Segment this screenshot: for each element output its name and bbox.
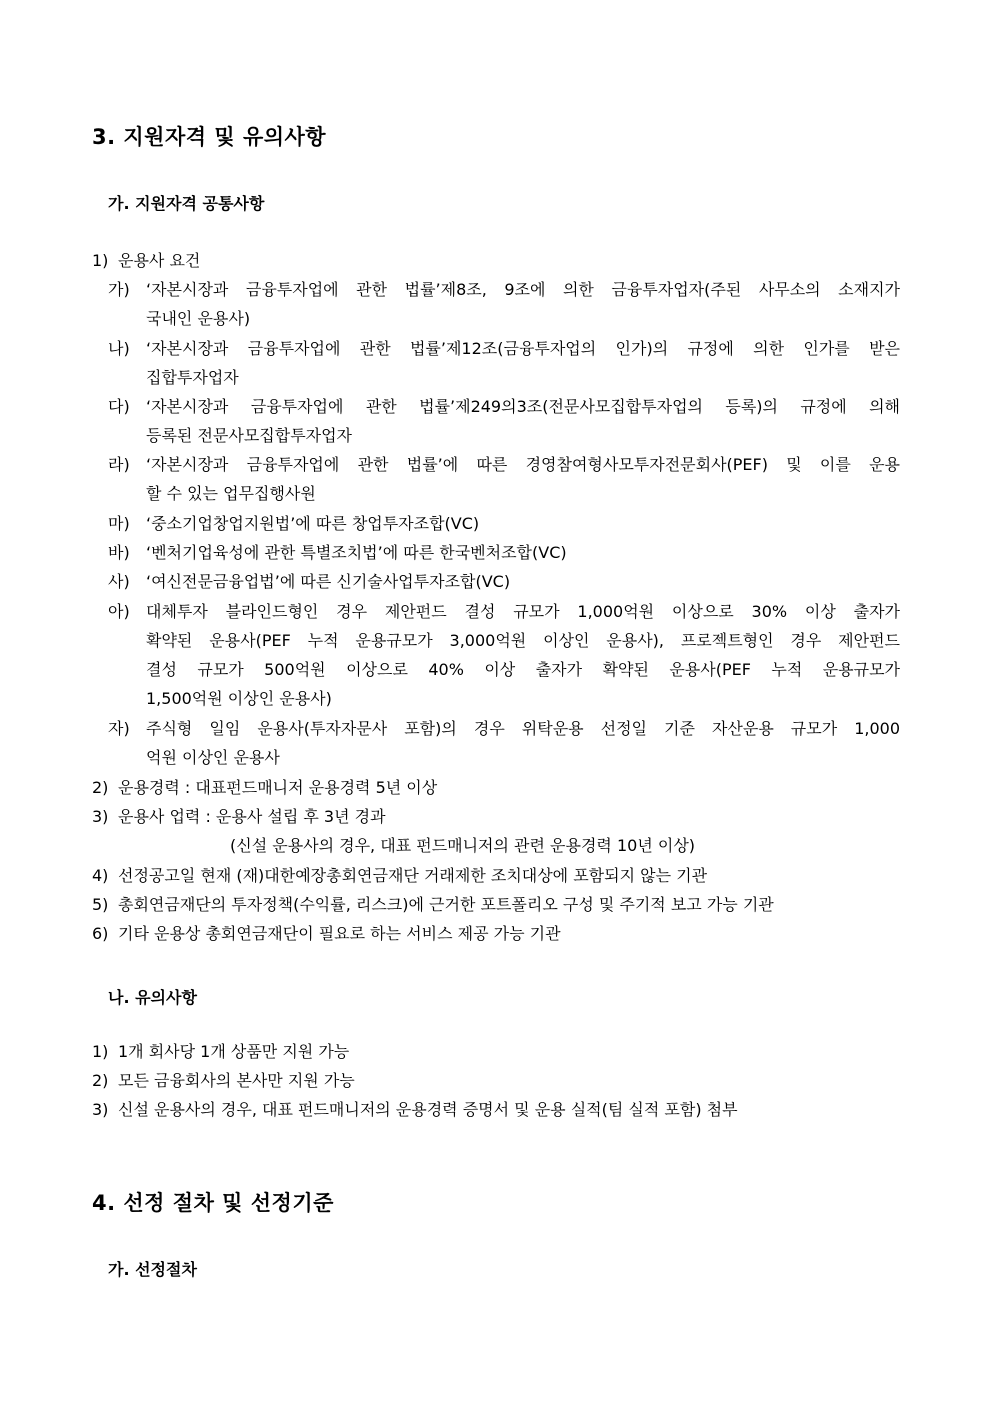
- sub-item-text: 대체투자 블라인드형인 경우 제안펀드 결성 규모가 1,000억원 이상으로 30% 이상 출자가: [146, 602, 900, 621]
- item-number: 5): [92, 895, 109, 914]
- section-4-title: 4. 선정 절차 및 선정기준: [92, 1191, 334, 1215]
- sub-item-text: 주식형 일임 운용사(투자자문사 포함)의 경우 위탁운용 선정일 기준 자산운용 규모가 1,000: [146, 719, 900, 738]
- item-text: 선정공고일 현재 (재)대한예장총회연금재단 거래제한 조치대상에 포함되지 않는 기관: [118, 866, 708, 885]
- sub-item-text: 억원 이상인 운용사: [146, 748, 280, 767]
- item-number: 2): [92, 1071, 109, 1090]
- item-text: 총회연금재단의 투자정책(수익률, 리스크)에 근거한 포트폴리오 구성 및 주기적 보고 가능 기관: [118, 895, 774, 914]
- sub-item-mark: 다): [108, 397, 130, 416]
- item-number: 2): [92, 778, 109, 797]
- item-text: 운용경력 : 대표펀드매니저 운용경력 5년 이상: [118, 778, 438, 797]
- sub-item-mark: 사): [108, 572, 130, 591]
- sub-item-text: ‘자본시장과 금융투자업에 관한 법률’에 따른 경영참여형사모투자전문회사(PEF) 및 이를 운용: [146, 455, 900, 474]
- item-number: 3): [92, 807, 109, 826]
- sub-item-text: 집합투자업자: [146, 368, 239, 387]
- item-text: 운용사 업력 : 운용사 설립 후 3년 경과: [118, 807, 386, 826]
- item-number: 3): [92, 1100, 109, 1119]
- item-text: 기타 운용상 총회연금재단이 필요로 하는 서비스 제공 가능 기관: [118, 924, 561, 943]
- item-number: 1): [92, 251, 109, 270]
- sub-item-text: ‘벤처기업육성에 관한 특별조치법’에 따른 한국벤처조합(VC): [146, 543, 567, 562]
- section-3-title: 3. 지원자격 및 유의사항: [92, 125, 327, 149]
- sub-item-text: ‘자본시장과 금융투자업에 관한 법률’제12조(금융투자업의 인가)의 규정에 의한 인가를 받은: [146, 339, 900, 358]
- item-text: 운용사 요건: [118, 251, 201, 270]
- section-3-sub-b-heading: 나. 유의사항: [108, 988, 197, 1007]
- item-note: (신설 운용사의 경우, 대표 펀드매니저의 관련 운용경력 10년 이상): [230, 836, 696, 855]
- sub-item-text: 등록된 전문사모집합투자업자: [146, 426, 353, 445]
- sub-item-mark: 바): [108, 543, 130, 562]
- sub-item-mark: 가): [108, 280, 130, 299]
- sub-item-mark: 아): [108, 602, 130, 621]
- sub-item-text: ‘자본시장과 금융투자업에 관한 법률’제249의3조(전문사모집합투자업의 등록)의 규정에 의해: [146, 397, 900, 416]
- sub-item-text: 국내인 운용사): [146, 309, 251, 328]
- sub-item-text: 할 수 있는 업무집행사원: [146, 484, 316, 503]
- sub-item-mark: 마): [108, 514, 130, 533]
- sub-item-text: ‘자본시장과 금융투자업에 관한 법률’제8조, 9조에 의한 금융투자업자(주된 사무소의 소재지가: [146, 280, 900, 299]
- item-text: 신설 운용사의 경우, 대표 펀드매니저의 운용경력 증명서 및 운용 실적(팀 실적 포함) 첨부: [118, 1100, 738, 1119]
- item-number: 1): [92, 1042, 109, 1061]
- item-number: 4): [92, 866, 109, 885]
- sub-item-text: ‘여신전문금융업법’에 따른 신기술사업투자조합(VC): [146, 572, 511, 591]
- sub-item-text: 확약된 운용사(PEF 누적 운용규모가 3,000억원 이상인 운용사), 프로젝트형인 경우 제안펀드: [146, 631, 900, 650]
- item-text: 모든 금융회사의 본사만 지원 가능: [118, 1071, 355, 1090]
- sub-item-text: 1,500억원 이상인 운용사): [146, 689, 332, 708]
- sub-item-text: 결성 규모가 500억원 이상으로 40% 이상 출자가 확약된 운용사(PEF 누적 운용규모가: [146, 660, 900, 679]
- item-number: 6): [92, 924, 109, 943]
- section-4-sub-a-heading: 가. 선정절차: [108, 1260, 197, 1279]
- item-text: 1개 회사당 1개 상품만 지원 가능: [118, 1042, 350, 1061]
- sub-item-text: ‘중소기업창업지원법’에 따른 창업투자조합(VC): [146, 514, 480, 533]
- sub-item-mark: 자): [108, 719, 130, 738]
- sub-item-mark: 나): [108, 339, 130, 358]
- section-3-sub-a-heading: 가. 지원자격 공통사항: [108, 194, 265, 213]
- sub-item-mark: 라): [108, 455, 130, 474]
